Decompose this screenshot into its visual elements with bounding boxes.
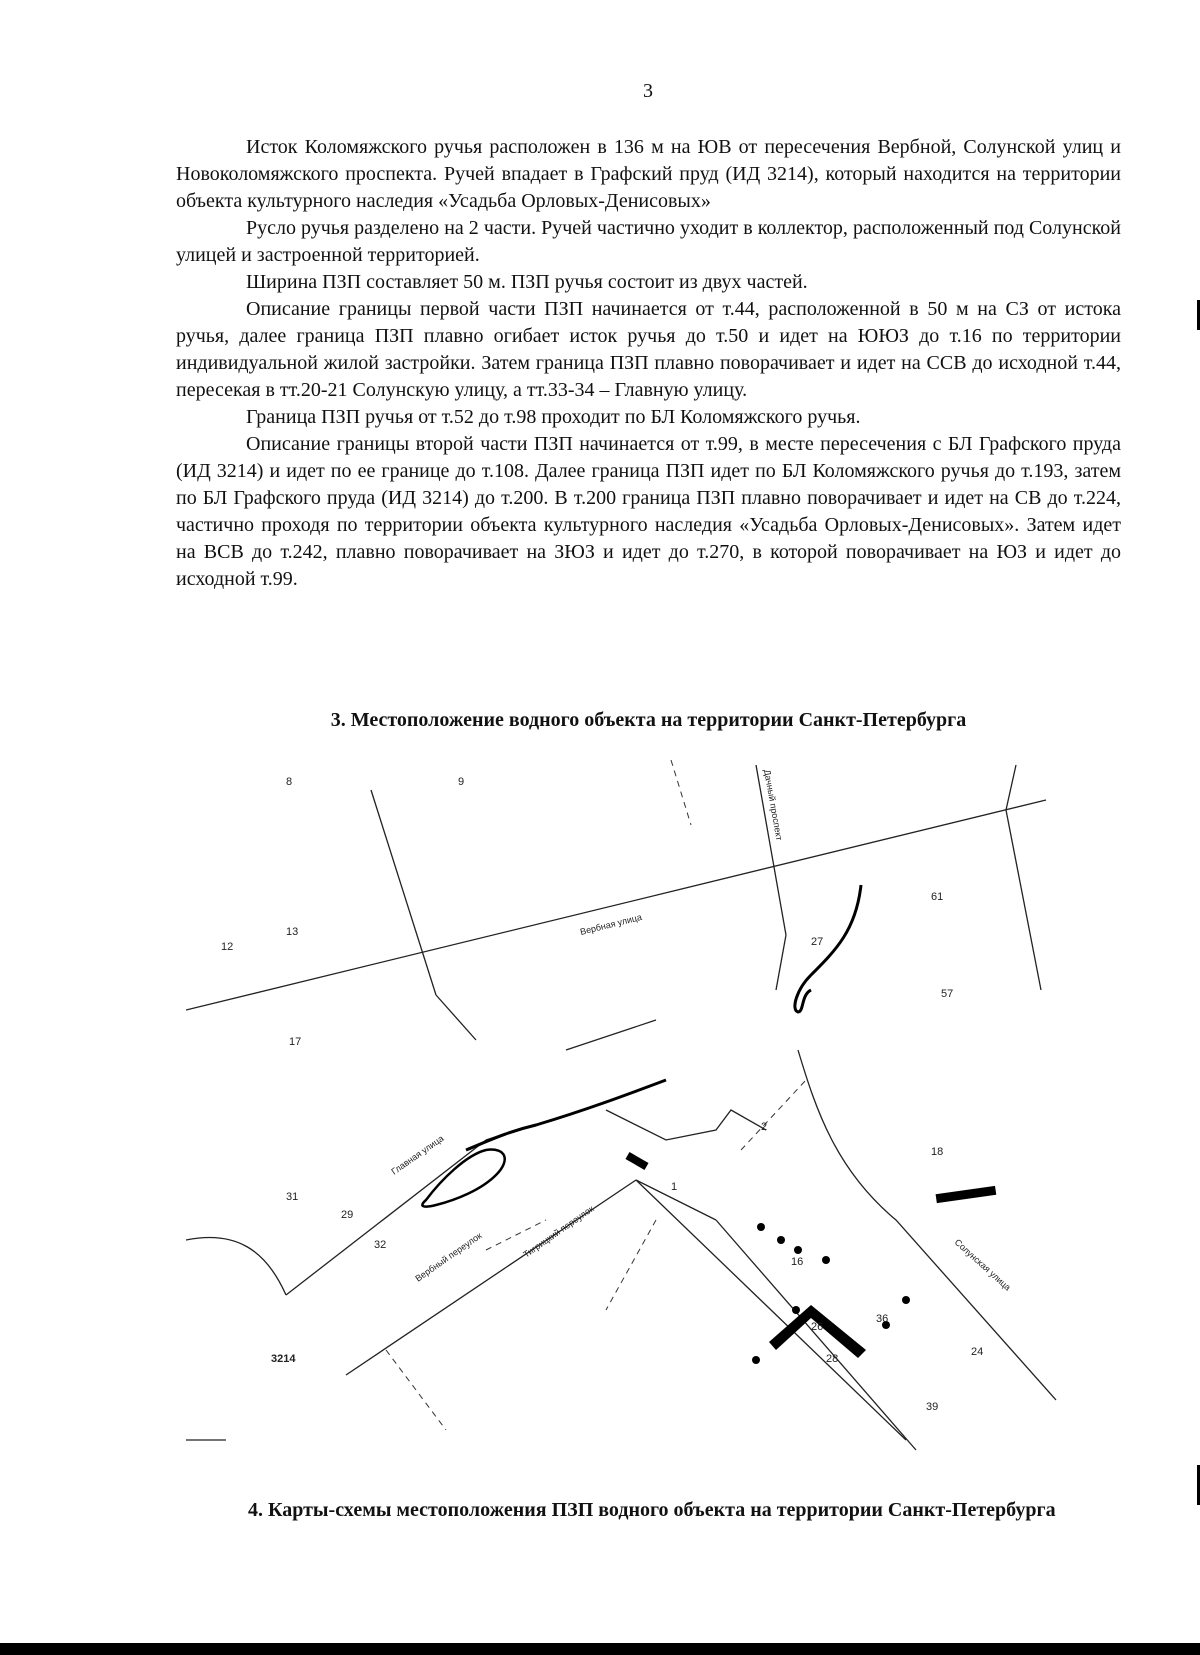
map-number-label: 39 [926, 1401, 939, 1413]
body-text [176, 134, 1121, 593]
map-number-label: 28 [826, 1353, 839, 1365]
street-label: Тигрицкий переулок [521, 1203, 596, 1260]
map-number-label: 17 [289, 1036, 302, 1048]
paragraph-shoreline: Граница ПЗП ручья от т.52 до т.98 проходит по БЛ Коломяжского ручья. [246, 406, 861, 428]
map-number-label: 36 [876, 1313, 889, 1325]
scan-bottom-edge [0, 1643, 1200, 1655]
map-number-label: 31 [286, 1191, 299, 1203]
paragraph-second-part: Описание границы второй части ПЗП начинается от т.99, в месте пересечения с БЛ Графского пруда (ИД 3214) и идет по ее границе до т.108. Далее граница ПЗП идет по БЛ Коломяжского ручья до т.193, затем по БЛ Графского пруда (ИД 3214) до т.200. В т.200 граница ПЗП плавно поворачивает и идет на СВ до т.224, частично проходя по территории объекта культурного наследия «Усадьба Орловых-Денисовых». Затем идет на ВСВ до т.242, плавно поворачивает на ЗЮЗ и идет до т.270, в которой поворачивает на ЮЗ и идет до исходной т.99. [176, 433, 1121, 590]
map-number-label: 12 [221, 941, 234, 953]
map-number-label: 24 [971, 1346, 984, 1358]
section-heading-3: 3. Местоположение водного объекта на территории Санкт-Петербурга [330, 709, 967, 731]
paragraph-source: Исток Коломяжского ручья расположен в 136 м на ЮВ от пересечения Вербной, Солунской улиц и Новоколомяжского проспекта. Ручей впадает в Графский пруд (ИД 3214), который находится на территории объекта культурного наследия «Усадьба Орловых-Денисовых» [176, 136, 1121, 212]
stream [466, 885, 861, 1150]
map-number-label: 1 [671, 1181, 678, 1193]
street-label: Дачный проспект [762, 768, 785, 842]
map-number-label: 9 [458, 776, 465, 788]
map-svg [186, 750, 1058, 1465]
paragraph-channel: Русло ручья разделено на 2 части. Ручей частично уходит в коллектор, расположенный под Солунской улицей и застроенной территорией. [176, 217, 1121, 266]
section-heading-4: 4. Карты-схемы местоположения ПЗП водного объекта на территории Санкт-Петербурга [248, 1499, 1056, 1521]
paragraph-width: Ширина ПЗП составляет 50 м. ПЗП ручья состоит из двух частей. [246, 271, 808, 293]
map-number-label: 2 [761, 1121, 768, 1133]
street-label: Солунская улица [952, 1237, 1013, 1293]
map-pond-id: 3214 [271, 1353, 296, 1365]
map-number-label: 57 [941, 988, 954, 1000]
roads [186, 765, 1056, 1450]
map-number-label: 18 [931, 1146, 944, 1158]
street-label: Вербная улица [579, 911, 643, 937]
paragraph-first-part: Описание границы первой части ПЗП начинается от т.44, расположенной в 50 м на СЗ от истока ручья, далее граница ПЗП плавно огибает исток ручья до т.50 и идет на ЮЮЗ до т.16 по территории индивидуальной жилой застройки. Затем граница ПЗП плавно поворачивает и идет на ССВ до исходной т.44, пересекая в тт.20-21 Солунскую улицу, а тт.33-34 – Главную улицу. [176, 298, 1121, 401]
map-number-label: 26 [811, 1321, 824, 1333]
map-number-label: 32 [374, 1239, 387, 1251]
street-label: Вербный переулок [413, 1230, 484, 1284]
map-number-label: 13 [286, 926, 299, 938]
location-map [186, 750, 1058, 1465]
map-number-label: 16 [791, 1256, 804, 1268]
street-label: Главная улица [389, 1133, 446, 1177]
map-number-label: 29 [341, 1209, 354, 1221]
page-number: 3 [643, 80, 653, 102]
map-number-label: 8 [286, 776, 293, 788]
dashed-boundaries [386, 760, 806, 1430]
map-number-label: 61 [931, 891, 944, 903]
map-number-label: 27 [811, 936, 824, 948]
